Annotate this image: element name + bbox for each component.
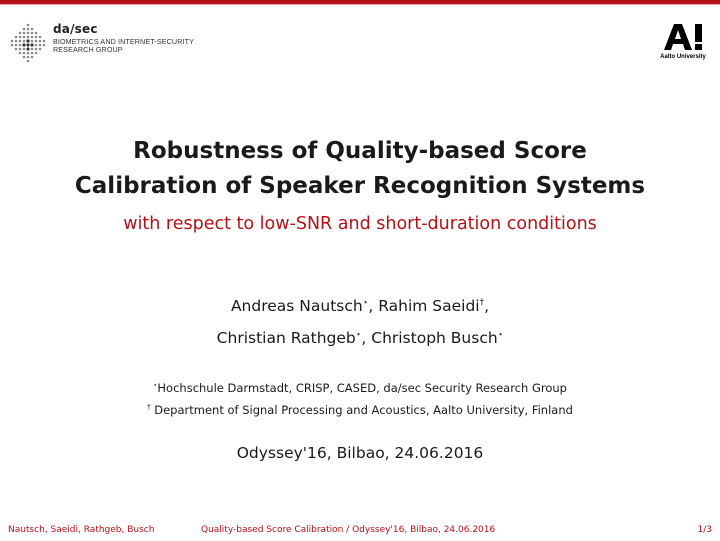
venue-date: Odyssey'16, Bilbao, 24.06.2016 bbox=[236, 444, 484, 462]
affiliation-item bbox=[0, 376, 720, 398]
presentation-title bbox=[0, 134, 720, 204]
author-name: Christian Rathgeb bbox=[216, 329, 356, 348]
author-line-1 bbox=[0, 289, 720, 321]
affiliation-mark: ⋆ bbox=[355, 330, 362, 341]
author-name: Rahim Saeidi bbox=[378, 297, 480, 316]
footer-authors: Nautsch, Saeidi, Rathgeb, Busch bbox=[8, 525, 155, 535]
org-subtitle-line2: RESEARCH GROUP bbox=[53, 45, 123, 55]
affiliation-text: Department of Signal Processing and Acoustics, Aalto University, Finland bbox=[150, 402, 573, 417]
author-line-2 bbox=[0, 321, 720, 353]
author-name: Andreas Nautsch bbox=[230, 297, 363, 316]
affiliation-text: Hochschule Darmstadt, CRISP, CASED, da/sec Security Research Group bbox=[157, 380, 567, 395]
affiliation-list bbox=[0, 376, 720, 420]
org-subtitle-line1: BIOMETRICS AND INTERNET-SECURITY bbox=[53, 37, 194, 46]
affiliation-item bbox=[0, 398, 720, 420]
author-separator: , bbox=[368, 297, 379, 316]
presentation-subtitle: with respect to low-SNR and short-duration conditions bbox=[123, 214, 597, 234]
org-name: da/sec bbox=[53, 22, 98, 36]
org-branding bbox=[53, 23, 194, 53]
affiliation-mark: ⋆ bbox=[362, 298, 369, 308]
university-name: Aalto University bbox=[660, 54, 706, 60]
affiliation-mark: † bbox=[147, 402, 151, 411]
top-accent-rule-light bbox=[0, 4, 720, 5]
affiliation-mark: ⋆ bbox=[497, 330, 504, 341]
title-line-1: Robustness of Quality-based Score bbox=[133, 138, 587, 164]
author-list bbox=[0, 289, 720, 353]
author-separator: , bbox=[361, 329, 372, 348]
footer-talk-title: Quality-based Score Calibration / Odyssey'16, Bilbao, 24.06.2016 bbox=[201, 525, 496, 535]
page-number: 1/3 bbox=[697, 525, 712, 535]
title-line-2: Calibration of Speaker Recognition Systems bbox=[74, 173, 646, 199]
slide-footer bbox=[0, 525, 720, 539]
aalto-a-exclamation-icon bbox=[664, 24, 704, 50]
dot-grid-logo-icon bbox=[10, 22, 46, 66]
author-separator: , bbox=[484, 297, 490, 316]
affiliation-mark: ⋆ bbox=[153, 381, 158, 389]
author-name: Christoph Busch bbox=[371, 329, 498, 348]
affiliation-mark: † bbox=[479, 298, 485, 308]
